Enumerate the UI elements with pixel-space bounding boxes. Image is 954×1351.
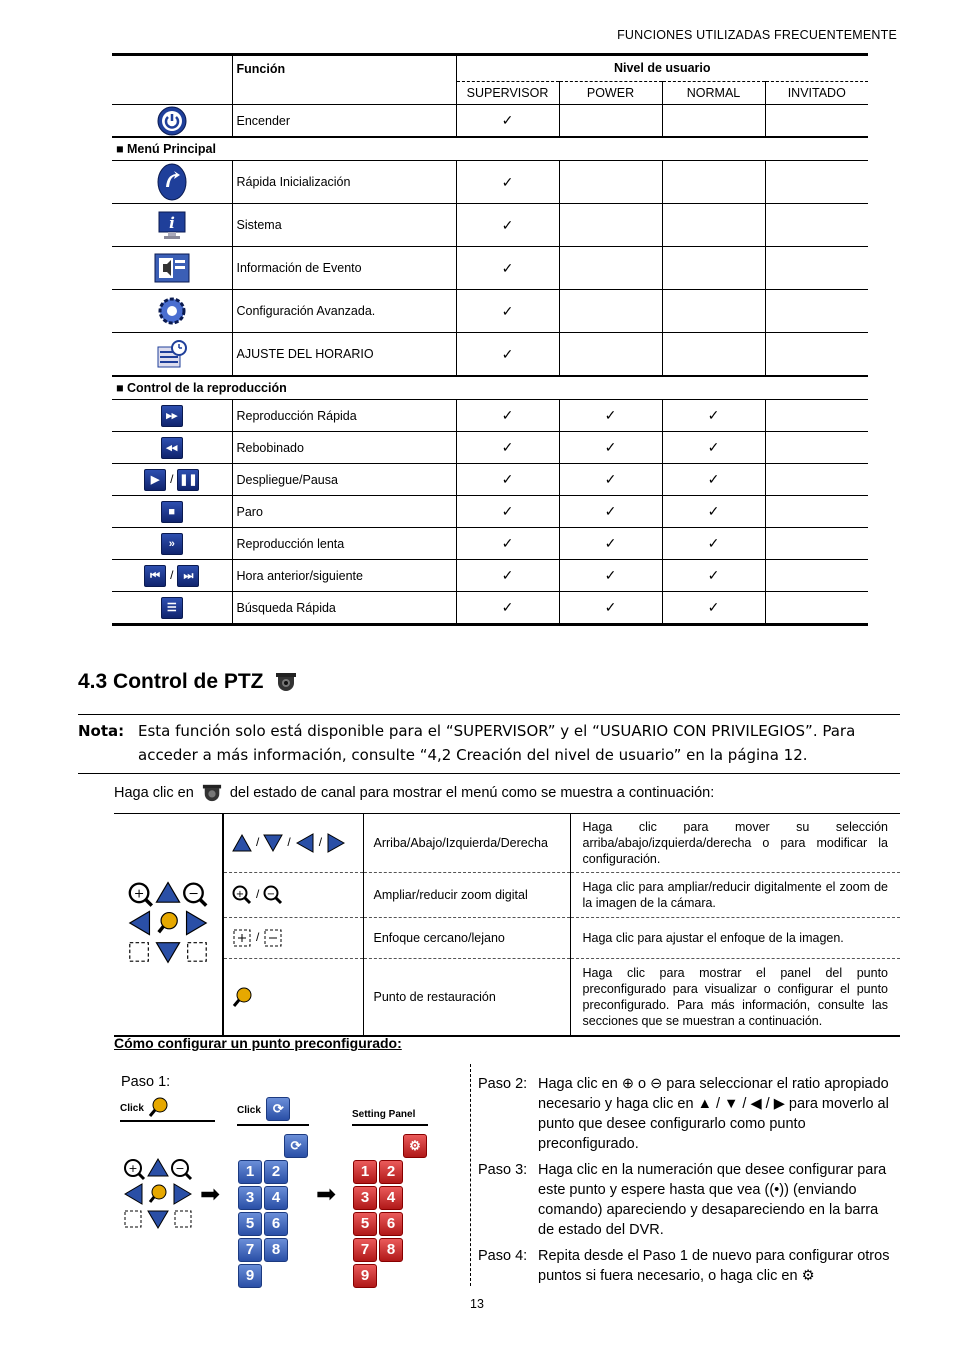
table-row <box>112 290 868 333</box>
check-mark: ✓ <box>604 407 617 423</box>
rewind-icon: ◂◂ <box>161 437 183 459</box>
check-cell-invitado <box>765 432 868 464</box>
quick-search-icon: ☰ <box>161 597 183 619</box>
focus-far-icon <box>263 928 283 948</box>
preset-number-button: 4 <box>379 1186 403 1210</box>
check-cell-power <box>559 592 662 625</box>
ptz-function: Ampliar/reducir zoom digital <box>363 873 570 918</box>
svg-text:+: + <box>133 886 145 902</box>
preset-number-button: 5 <box>353 1212 377 1236</box>
level-power: POWER <box>559 81 662 104</box>
schedule-icon <box>156 339 188 369</box>
refresh-icon: ⟳ <box>266 1097 290 1121</box>
check-mark: ✓ <box>501 439 514 455</box>
check-cell-normal <box>662 400 765 432</box>
check-cell-invitado <box>765 247 868 290</box>
check-cell-power <box>559 161 662 204</box>
table-row <box>112 528 868 560</box>
refresh-icon: ⟳ <box>284 1134 308 1158</box>
check-cell-normal <box>662 592 765 625</box>
check-cell-supervisor <box>456 247 559 290</box>
check-mark: ✓ <box>604 471 617 487</box>
number-panel-setting <box>352 1133 428 1289</box>
play-icon: ▶ <box>144 469 166 491</box>
check-cell-invitado <box>765 592 868 625</box>
focus-near-icon <box>232 928 252 948</box>
check-cell-normal <box>662 528 765 560</box>
check-mark: ✓ <box>707 407 720 423</box>
check-mark: ✓ <box>501 216 514 233</box>
check-cell-invitado <box>765 290 868 333</box>
section-header: ■ Control de la reproducción <box>112 376 868 400</box>
ptz-pad-icon <box>124 879 212 967</box>
number-panel-normal <box>237 1133 309 1289</box>
check-cell-supervisor <box>456 496 559 528</box>
check-mark: ✓ <box>501 535 514 551</box>
arrow-right-icon: ➡ <box>316 1181 337 1208</box>
step-caption-3: Setting Panel <box>352 1104 428 1126</box>
next-hour-icon: ⏭ <box>177 565 199 587</box>
table-row <box>112 432 868 464</box>
check-mark: ✓ <box>501 173 514 190</box>
right-arrow-icon <box>326 833 346 853</box>
preset-number-button: 2 <box>264 1160 288 1184</box>
table-row <box>112 592 868 625</box>
function-label: Reproducción Rápida <box>232 400 456 432</box>
level-supervisor: SUPERVISOR <box>456 81 559 104</box>
preset-number-button: 6 <box>264 1212 288 1236</box>
check-cell-normal <box>662 496 765 528</box>
check-mark: ✓ <box>707 439 720 455</box>
check-cell-supervisor <box>456 290 559 333</box>
check-cell-power <box>559 496 662 528</box>
check-mark: ✓ <box>501 567 514 583</box>
ptz-description: Haga clic para mover su selección arriba/abajo/izquierda/derecha o para modificar la configuración. <box>570 814 900 873</box>
section-title: 4.3 Control de PTZ <box>78 670 297 694</box>
settings-icon: ⚙ <box>403 1134 427 1158</box>
check-mark: ✓ <box>707 535 720 551</box>
preset-number-button: 3 <box>353 1186 377 1210</box>
preset-icon <box>232 986 254 1008</box>
section-header-row <box>112 137 868 161</box>
preset-number-button: 6 <box>379 1212 403 1236</box>
function-label: Rápida Inicialización <box>232 161 456 204</box>
up-arrow-icon <box>232 833 252 853</box>
function-label: Configuración Avanzada. <box>232 290 456 333</box>
function-label: Reproducción lenta <box>232 528 456 560</box>
preset-number-button: 7 <box>353 1238 377 1262</box>
section-header-row <box>112 376 868 400</box>
left-arrow-icon <box>295 833 315 853</box>
table-row <box>114 959 900 1037</box>
preset-number-button: 9 <box>353 1264 377 1288</box>
check-cell-invitado <box>765 528 868 560</box>
pause-icon: ❚❚ <box>177 469 199 491</box>
check-mark: ✓ <box>707 471 720 487</box>
stop-icon: ■ <box>161 501 183 523</box>
check-cell-normal <box>662 290 765 333</box>
svg-text:−: − <box>188 886 199 902</box>
svg-text:−: − <box>175 1162 185 1175</box>
paso1-label: Paso 1: <box>121 1074 171 1090</box>
svg-text:−: − <box>267 889 276 900</box>
ptz-description: Haga clic para mostrar el panel del punto preconfigurado para visualizar o configurar el punto preconfigurado. Para más información, consulte las secciones que se muestran a continuación. <box>570 959 900 1037</box>
check-cell-normal <box>662 560 765 592</box>
check-mark: ✓ <box>604 439 617 455</box>
check-mark: ✓ <box>707 599 720 615</box>
function-label: Rebobinado <box>232 432 456 464</box>
fast-forward-icon: ▸▸ <box>161 405 183 427</box>
check-cell-power <box>559 528 662 560</box>
preset-number-button: 1 <box>238 1160 262 1184</box>
check-mark: ✓ <box>501 302 514 319</box>
section-header: ■ Menú Principal <box>112 137 868 161</box>
note-box <box>78 714 900 774</box>
check-cell-invitado <box>765 333 868 377</box>
page-number: 13 <box>470 1297 484 1311</box>
svg-text:+: + <box>235 889 245 900</box>
table-row: ⏮ / ⏭ Hora anterior/siguiente ✓ ✓ ✓ <box>112 560 868 592</box>
ptz-pad-cell <box>114 814 223 1037</box>
table-row <box>112 400 868 432</box>
event-info-icon <box>153 252 191 284</box>
check-mark: ✓ <box>501 345 514 362</box>
preset-illustration <box>120 1096 428 1286</box>
table-row <box>112 496 868 528</box>
note-text: Esta función solo está disponible para el “SUPERVISOR” y el “USUARIO CON PRIVILEGIOS”. Para acceder a más información, consulte “4,2 Creación del nivel de usuario” en la página 12. <box>138 722 856 764</box>
table-row: ▶ / ❚❚ Despliegue/Pausa ✓ ✓ ✓ <box>112 464 868 496</box>
table-row <box>112 333 868 377</box>
check-cell-normal <box>662 247 765 290</box>
ptz-controls-table <box>114 813 900 1037</box>
check-cell-supervisor <box>456 560 559 592</box>
check-cell-power <box>559 333 662 377</box>
step-item: Paso 4: Repita desde el Paso 1 de nuevo para configurar otros puntos si fuera necesario, o haga clic en ⚙ <box>478 1248 890 1284</box>
svg-text:i: i <box>168 214 175 232</box>
table-row <box>112 105 868 138</box>
check-cell-supervisor <box>456 592 559 625</box>
check-cell-normal <box>662 333 765 377</box>
check-cell-invitado <box>765 496 868 528</box>
level-invitado: INVITADO <box>765 81 868 104</box>
check-cell-power <box>559 290 662 333</box>
check-cell-power <box>559 464 662 496</box>
slow-play-icon: » <box>161 533 183 555</box>
down-arrow-icon <box>263 833 283 853</box>
preset-number-button: 7 <box>238 1238 262 1262</box>
check-mark: ✓ <box>501 471 514 487</box>
ptz-description: Haga clic para ampliar/reducir digitalmente el zoom de la imagen de la cámara. <box>570 873 900 918</box>
check-cell-normal <box>662 105 765 138</box>
check-cell-power <box>559 432 662 464</box>
check-cell-supervisor <box>456 333 559 377</box>
function-label: Sistema <box>232 204 456 247</box>
table-row: + / − Ampliar/reducir zoom digital Haga clic para ampliar/reducir digitalmente el zoom de la imagen de la cámara. <box>114 873 900 918</box>
check-cell-invitado <box>765 400 868 432</box>
step-caption-1: Click <box>120 1096 215 1122</box>
col-function-header: Función <box>232 56 456 105</box>
ptz-function: Punto de restauración <box>363 959 570 1037</box>
zoom-in-icon <box>232 885 252 905</box>
preset-number-button: 2 <box>379 1160 403 1184</box>
ptz-description: Haga clic para ajustar el enfoque de la imagen. <box>570 918 900 959</box>
ptz-camera-icon <box>202 783 222 803</box>
howto-steps <box>478 1074 890 1292</box>
ptz-camera-icon <box>275 671 297 693</box>
check-mark: ✓ <box>604 503 617 519</box>
check-cell-normal <box>662 161 765 204</box>
check-cell-supervisor <box>456 105 559 138</box>
table-row: / Enfoque cercano/lejano Haga clic para ajustar el enfoque de la imagen. <box>114 918 900 959</box>
check-mark: ✓ <box>501 112 514 128</box>
preset-number-button: 4 <box>264 1186 288 1210</box>
col-level-header: Nivel de usuario <box>456 56 868 81</box>
svg-text:+: + <box>128 1162 138 1175</box>
intro-text: Haga clic en del estado de canal para mostrar el menú como se muestra a continuación: <box>114 783 714 803</box>
step-item: Paso 2: Haga clic en ⊕ o ⊖ para seleccionar el ratio apropiado necesario y haga clic en ▲ / ▼ / ◀ / ▶ para moverlo al punto que desee configurarlo como punto preconfigurado. <box>478 1076 889 1152</box>
ptz-function: Enfoque cercano/lejano <box>363 918 570 959</box>
table-row <box>112 204 868 247</box>
check-cell-normal <box>662 464 765 496</box>
ptz-function: Arriba/Abajo/Izquierda/Derecha <box>363 814 570 873</box>
function-label: Paro <box>232 496 456 528</box>
preset-number-button: 9 <box>238 1264 262 1288</box>
step-caption-2: Click ⟳ <box>237 1096 309 1126</box>
check-cell-supervisor <box>456 204 559 247</box>
preset-number-button: 5 <box>238 1212 262 1236</box>
check-cell-power <box>559 560 662 592</box>
check-cell-invitado <box>765 161 868 204</box>
howto-title: Cómo configurar un punto preconfigurado: <box>114 1035 402 1051</box>
preset-number-button: 3 <box>238 1186 262 1210</box>
system-icon <box>156 209 188 241</box>
function-label: Búsqueda Rápida <box>232 592 456 625</box>
arrow-right-icon: ➡ <box>200 1181 221 1208</box>
check-cell-supervisor <box>456 464 559 496</box>
check-mark: ✓ <box>501 599 514 615</box>
function-label: Despliegue/Pausa <box>232 464 456 496</box>
power-icon <box>157 106 187 136</box>
check-mark: ✓ <box>604 599 617 615</box>
permissions-table <box>112 53 868 626</box>
check-mark: ✓ <box>707 567 720 583</box>
check-cell-power <box>559 105 662 138</box>
prev-hour-icon: ⏮ <box>144 565 166 587</box>
level-normal: NORMAL <box>662 81 765 104</box>
check-cell-invitado <box>765 464 868 496</box>
check-cell-supervisor <box>456 528 559 560</box>
table-row <box>112 161 868 204</box>
check-mark: ✓ <box>501 503 514 519</box>
ptz-pad <box>122 1156 194 1232</box>
note-label: Nota: <box>78 722 125 740</box>
check-cell-invitado <box>765 105 868 138</box>
check-cell-supervisor <box>456 432 559 464</box>
zoom-out-icon <box>263 885 283 905</box>
function-label: Información de Evento <box>232 247 456 290</box>
preset-number-button: 8 <box>264 1238 288 1262</box>
advanced-config-icon <box>157 296 187 326</box>
function-label: AJUSTE DEL HORARIO <box>232 333 456 377</box>
function-label: Encender <box>232 105 456 138</box>
preset-number-button: 8 <box>379 1238 403 1262</box>
check-mark: ✓ <box>707 503 720 519</box>
check-mark: ✓ <box>604 535 617 551</box>
check-cell-normal <box>662 204 765 247</box>
check-mark: ✓ <box>501 407 514 423</box>
check-cell-power <box>559 400 662 432</box>
check-cell-invitado <box>765 560 868 592</box>
step-item: Paso 3: Haga clic en la numeración que desee configurar para este punto y espere hasta que vea ((•)) (enviando comando) apareciendo y desapareciendo en la barra de estado del DVR. <box>478 1162 887 1238</box>
column-divider <box>470 1064 471 1286</box>
check-cell-normal <box>662 432 765 464</box>
check-mark: ✓ <box>604 567 617 583</box>
preset-icon <box>148 1096 170 1118</box>
function-label: Hora anterior/siguiente <box>232 560 456 592</box>
chapter-header: FUNCIONES UTILIZADAS FRECUENTEMENTE <box>617 28 897 42</box>
table-row <box>112 247 868 290</box>
check-cell-supervisor <box>456 161 559 204</box>
check-cell-invitado <box>765 204 868 247</box>
check-cell-power <box>559 247 662 290</box>
preset-number-button: 1 <box>353 1160 377 1184</box>
check-cell-supervisor <box>456 400 559 432</box>
check-mark: ✓ <box>501 259 514 276</box>
table-row: + − / / / Arriba/Abajo/Izquierda/Derecha Haga clic para mover su selección arriba/abajo/izquierda/derecha o para modificar la configuración. <box>114 814 900 873</box>
quick-start-icon <box>157 163 187 201</box>
check-cell-power <box>559 204 662 247</box>
